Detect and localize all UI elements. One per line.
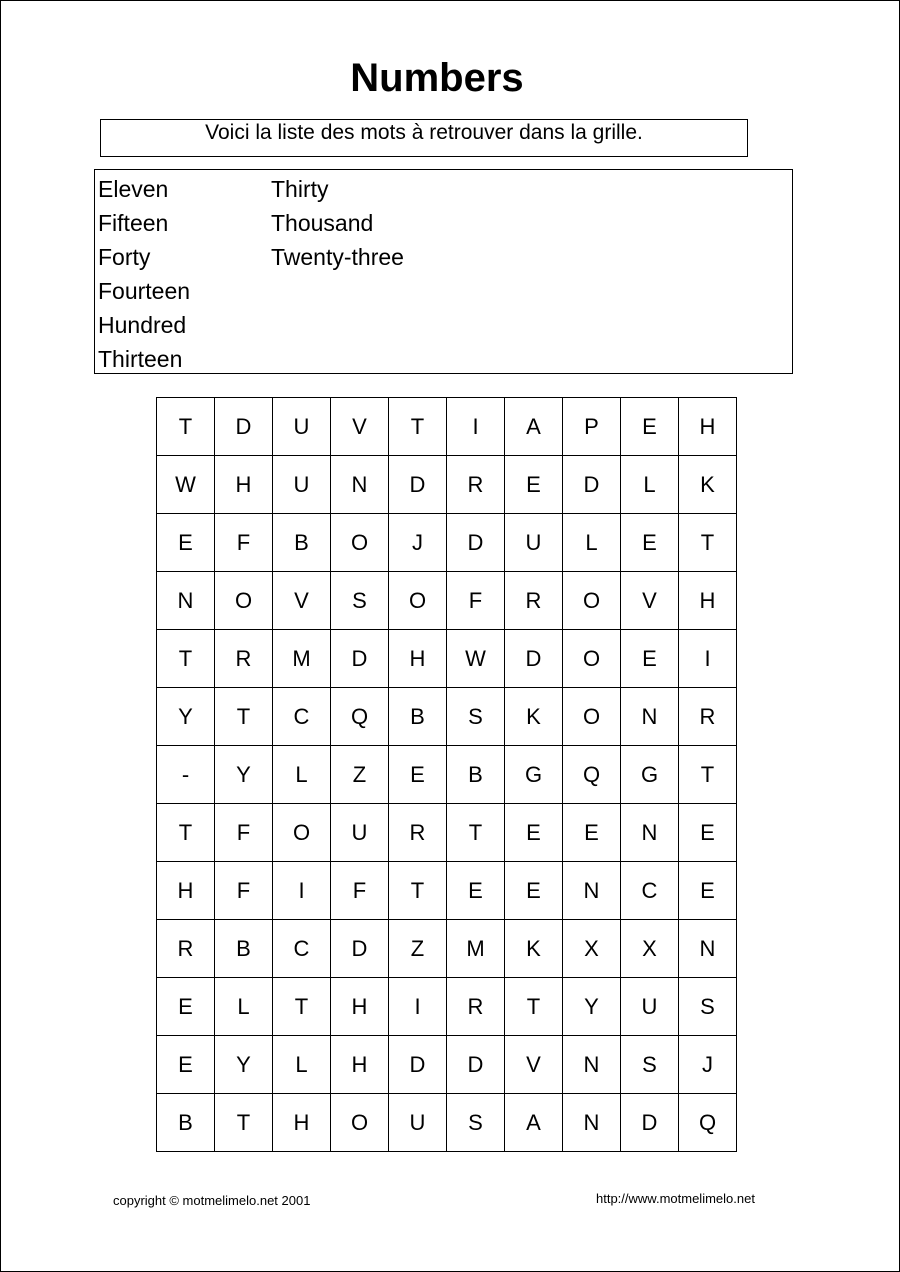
grid-cell: D — [447, 514, 505, 572]
grid-cell: B — [215, 920, 273, 978]
grid-cell: Y — [215, 746, 273, 804]
grid-cell: O — [331, 514, 389, 572]
grid-cell: N — [563, 862, 621, 920]
grid-cell: H — [679, 398, 737, 456]
grid-cell: I — [679, 630, 737, 688]
grid-cell: E — [157, 1036, 215, 1094]
grid-cell: E — [679, 862, 737, 920]
grid-cell: U — [621, 978, 679, 1036]
grid-cell: P — [563, 398, 621, 456]
word-search-grid-body — [157, 398, 737, 1152]
grid-cell: R — [505, 572, 563, 630]
grid-cell: E — [621, 398, 679, 456]
grid-cell: T — [157, 630, 215, 688]
grid-cell: O — [215, 572, 273, 630]
grid-cell: B — [447, 746, 505, 804]
grid-cell: N — [563, 1094, 621, 1152]
grid-cell: T — [679, 746, 737, 804]
grid-cell: O — [563, 572, 621, 630]
grid-cell: F — [331, 862, 389, 920]
grid-row — [157, 514, 737, 572]
grid-cell: E — [389, 746, 447, 804]
grid-cell: Q — [563, 746, 621, 804]
grid-cell: T — [447, 804, 505, 862]
word-list-item: Thirty — [271, 176, 329, 202]
grid-cell: D — [331, 920, 389, 978]
grid-cell: N — [679, 920, 737, 978]
grid-cell: V — [505, 1036, 563, 1094]
grid-cell: D — [215, 398, 273, 456]
grid-cell: T — [679, 514, 737, 572]
grid-cell: H — [215, 456, 273, 514]
grid-row — [157, 1094, 737, 1152]
grid-cell: V — [273, 572, 331, 630]
grid-cell: H — [273, 1094, 331, 1152]
grid-cell: T — [157, 398, 215, 456]
grid-cell: K — [505, 688, 563, 746]
grid-cell: E — [621, 630, 679, 688]
grid-cell: N — [331, 456, 389, 514]
grid-cell: D — [447, 1036, 505, 1094]
grid-cell: E — [563, 804, 621, 862]
grid-cell: H — [679, 572, 737, 630]
grid-cell: R — [389, 804, 447, 862]
grid-cell: S — [331, 572, 389, 630]
grid-cell: C — [273, 688, 331, 746]
grid-cell: N — [621, 688, 679, 746]
grid-cell: E — [157, 978, 215, 1036]
grid-cell: L — [621, 456, 679, 514]
word-list-item: Fourteen — [98, 278, 191, 304]
grid-cell: V — [331, 398, 389, 456]
grid-cell: S — [679, 978, 737, 1036]
grid-cell: E — [505, 456, 563, 514]
grid-cell: B — [389, 688, 447, 746]
grid-cell: T — [157, 804, 215, 862]
grid-cell: S — [621, 1036, 679, 1094]
grid-cell: K — [505, 920, 563, 978]
grid-cell: D — [621, 1094, 679, 1152]
grid-cell: Z — [389, 920, 447, 978]
grid-cell: E — [447, 862, 505, 920]
grid-cell: A — [505, 398, 563, 456]
grid-cell: C — [273, 920, 331, 978]
grid-cell: B — [273, 514, 331, 572]
grid-row — [157, 804, 737, 862]
grid-cell: I — [273, 862, 331, 920]
grid-cell: O — [563, 688, 621, 746]
grid-cell: S — [447, 688, 505, 746]
grid-cell: N — [621, 804, 679, 862]
grid-row — [157, 862, 737, 920]
word-list-item: Twenty-three — [271, 244, 404, 270]
grid-cell: W — [157, 456, 215, 514]
word-list-item: Thousand — [271, 210, 374, 236]
grid-cell: M — [273, 630, 331, 688]
word-list-box — [94, 169, 793, 374]
grid-row — [157, 630, 737, 688]
grid-cell: G — [505, 746, 563, 804]
grid-cell: Q — [679, 1094, 737, 1152]
grid-cell: T — [215, 1094, 273, 1152]
grid-cell: D — [389, 1036, 447, 1094]
grid-cell: V — [621, 572, 679, 630]
grid-cell: Y — [215, 1036, 273, 1094]
grid-cell: - — [157, 746, 215, 804]
grid-cell: I — [447, 398, 505, 456]
word-list-column-2 — [271, 172, 404, 274]
grid-cell: L — [563, 514, 621, 572]
word-list-item: Fifteen — [98, 210, 169, 236]
grid-cell: M — [447, 920, 505, 978]
grid-cell: F — [215, 804, 273, 862]
grid-cell: O — [331, 1094, 389, 1152]
grid-cell: R — [447, 978, 505, 1036]
grid-cell: R — [679, 688, 737, 746]
grid-cell: Q — [331, 688, 389, 746]
page-title: Numbers — [350, 56, 524, 100]
grid-cell: N — [563, 1036, 621, 1094]
copyright-text: copyright © motmelimelo.net 2001 — [113, 1193, 311, 1208]
grid-cell: E — [621, 514, 679, 572]
grid-cell: T — [389, 398, 447, 456]
grid-cell: U — [273, 398, 331, 456]
grid-cell: Y — [563, 978, 621, 1036]
grid-cell: H — [389, 630, 447, 688]
grid-cell: W — [447, 630, 505, 688]
word-list-item: Thirteen — [98, 346, 183, 372]
grid-cell: O — [389, 572, 447, 630]
grid-cell: D — [505, 630, 563, 688]
grid-cell: J — [679, 1036, 737, 1094]
grid-cell: E — [157, 514, 215, 572]
grid-cell: T — [389, 862, 447, 920]
grid-cell: N — [157, 572, 215, 630]
grid-cell: U — [273, 456, 331, 514]
grid-row — [157, 456, 737, 514]
grid-cell: F — [215, 862, 273, 920]
grid-cell: H — [331, 978, 389, 1036]
grid-cell: Z — [331, 746, 389, 804]
word-list-item: Hundred — [98, 312, 187, 338]
instructions-text: Voici la liste des mots à retrouver dans la grille. — [205, 121, 643, 144]
grid-cell: E — [505, 804, 563, 862]
grid-cell: D — [389, 456, 447, 514]
word-list-item: Eleven — [98, 176, 169, 202]
grid-row — [157, 920, 737, 978]
grid-row — [157, 1036, 737, 1094]
site-url: http://www.motmelimelo.net — [596, 1191, 755, 1206]
grid-cell: G — [621, 746, 679, 804]
grid-cell: H — [157, 862, 215, 920]
grid-cell: F — [447, 572, 505, 630]
grid-row — [157, 398, 737, 456]
grid-cell: E — [505, 862, 563, 920]
grid-cell: O — [563, 630, 621, 688]
grid-cell: E — [679, 804, 737, 862]
grid-row — [157, 978, 737, 1036]
grid-cell: A — [505, 1094, 563, 1152]
word-list-column-1 — [98, 172, 190, 376]
grid-cell: T — [215, 688, 273, 746]
grid-cell: C — [621, 862, 679, 920]
grid-cell: I — [389, 978, 447, 1036]
grid-cell: J — [389, 514, 447, 572]
grid-cell: L — [215, 978, 273, 1036]
grid-cell: D — [331, 630, 389, 688]
grid-row — [157, 688, 737, 746]
grid-cell: S — [447, 1094, 505, 1152]
grid-cell: L — [273, 1036, 331, 1094]
grid-cell: R — [215, 630, 273, 688]
word-list-item: Forty — [98, 244, 151, 270]
instructions-box — [100, 119, 748, 157]
grid-cell: F — [215, 514, 273, 572]
grid-cell: K — [679, 456, 737, 514]
grid-cell: O — [273, 804, 331, 862]
grid-cell: R — [447, 456, 505, 514]
grid-cell: X — [621, 920, 679, 978]
grid-cell: T — [505, 978, 563, 1036]
grid-row — [157, 746, 737, 804]
grid-cell: D — [563, 456, 621, 514]
word-search-grid — [156, 397, 737, 1152]
grid-row — [157, 572, 737, 630]
grid-cell: X — [563, 920, 621, 978]
grid-cell: H — [331, 1036, 389, 1094]
grid-cell: T — [273, 978, 331, 1036]
grid-cell: U — [389, 1094, 447, 1152]
grid-cell: R — [157, 920, 215, 978]
grid-cell: B — [157, 1094, 215, 1152]
grid-cell: Y — [157, 688, 215, 746]
grid-cell: U — [505, 514, 563, 572]
grid-cell: U — [331, 804, 389, 862]
grid-cell: L — [273, 746, 331, 804]
